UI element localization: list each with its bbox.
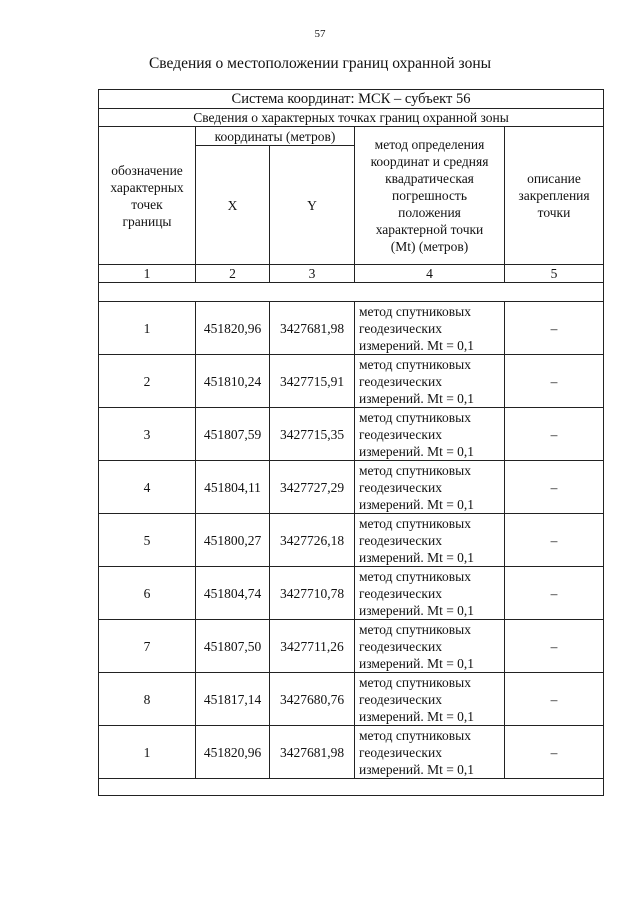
coord-y: 3427715,35: [270, 408, 355, 461]
header-coordinates: координаты (метров): [196, 127, 355, 146]
description-dash: –: [505, 567, 604, 620]
coord-x: 451804,11: [196, 461, 270, 514]
point-number: 8: [99, 673, 196, 726]
table-row: [99, 567, 604, 620]
point-number: 1: [99, 302, 196, 355]
table-row: [99, 673, 604, 726]
coord-y: 3427680,76: [270, 673, 355, 726]
description-dash: –: [505, 355, 604, 408]
header-description: описание закрепления точки: [505, 127, 604, 265]
point-number: 6: [99, 567, 196, 620]
method-cell: метод спутниковых геодезических измерений. Mt = 0,1: [355, 673, 505, 726]
column-number: 4: [355, 265, 505, 283]
description-dash: –: [505, 461, 604, 514]
point-number: 7: [99, 620, 196, 673]
coord-x: 451807,50: [196, 620, 270, 673]
method-cell: метод спутниковых геодезических измерений. Mt = 0,1: [355, 408, 505, 461]
method-cell: метод спутниковых геодезических измерений. Mt = 0,1: [355, 620, 505, 673]
empty-row: [99, 283, 604, 302]
point-number: 1: [99, 726, 196, 779]
description-dash: –: [505, 302, 604, 355]
coord-x: 451807,59: [196, 408, 270, 461]
point-number: 3: [99, 408, 196, 461]
coord-x: 451820,96: [196, 302, 270, 355]
header-y: Y: [270, 146, 355, 265]
column-number: 1: [99, 265, 196, 283]
table-row: [99, 408, 604, 461]
coord-y: 3427715,91: [270, 355, 355, 408]
table-row: [99, 302, 604, 355]
method-cell: метод спутниковых геодезических измерений. Mt = 0,1: [355, 355, 505, 408]
method-cell: метод спутниковых геодезических измерений. Mt = 0,1: [355, 726, 505, 779]
method-cell: метод спутниковых геодезических измерений. Mt = 0,1: [355, 514, 505, 567]
method-cell: метод спутниковых геодезических измерений. Mt = 0,1: [355, 567, 505, 620]
header-x: X: [196, 146, 270, 265]
table-row: [99, 461, 604, 514]
coord-x: 451820,96: [196, 726, 270, 779]
coord-x: 451804,74: [196, 567, 270, 620]
table-row: [99, 620, 604, 673]
description-dash: –: [505, 620, 604, 673]
table-row: [99, 514, 604, 567]
coord-y: 3427711,26: [270, 620, 355, 673]
column-number: 2: [196, 265, 270, 283]
header-designation: обозначение характерных точек границы: [99, 127, 196, 265]
table-row: [99, 726, 604, 779]
coord-y: 3427726,18: [270, 514, 355, 567]
coord-y: 3427681,98: [270, 302, 355, 355]
column-number: 5: [505, 265, 604, 283]
point-number: 4: [99, 461, 196, 514]
method-cell: метод спутниковых геодезических измерений. Mt = 0,1: [355, 302, 505, 355]
description-dash: –: [505, 408, 604, 461]
method-cell: метод спутниковых геодезических измерений. Mt = 0,1: [355, 461, 505, 514]
document-title: Сведения о местоположении границ охранной зоны: [148, 55, 492, 72]
point-number: 5: [99, 514, 196, 567]
coord-system-cell: Система координат: МСК – субъект 56: [99, 90, 604, 109]
coord-y: 3427710,78: [270, 567, 355, 620]
empty-footer-row: [99, 779, 604, 796]
page-number: 57: [314, 28, 326, 40]
points-section-cell: Сведения о характерных точках границ охранной зоны: [99, 109, 604, 127]
header-method: метод определения координат и средняя квадратическая погрешность положения характерной точки (Mt) (метров): [355, 127, 505, 265]
description-dash: –: [505, 673, 604, 726]
coord-x: 451810,24: [196, 355, 270, 408]
column-number: 3: [270, 265, 355, 283]
point-number: 2: [99, 355, 196, 408]
description-dash: –: [505, 726, 604, 779]
table-row: [99, 355, 604, 408]
coord-x: 451800,27: [196, 514, 270, 567]
description-dash: –: [505, 514, 604, 567]
coord-y: 3427727,29: [270, 461, 355, 514]
coord-x: 451817,14: [196, 673, 270, 726]
coord-y: 3427681,98: [270, 726, 355, 779]
boundary-points-table: [98, 89, 604, 796]
